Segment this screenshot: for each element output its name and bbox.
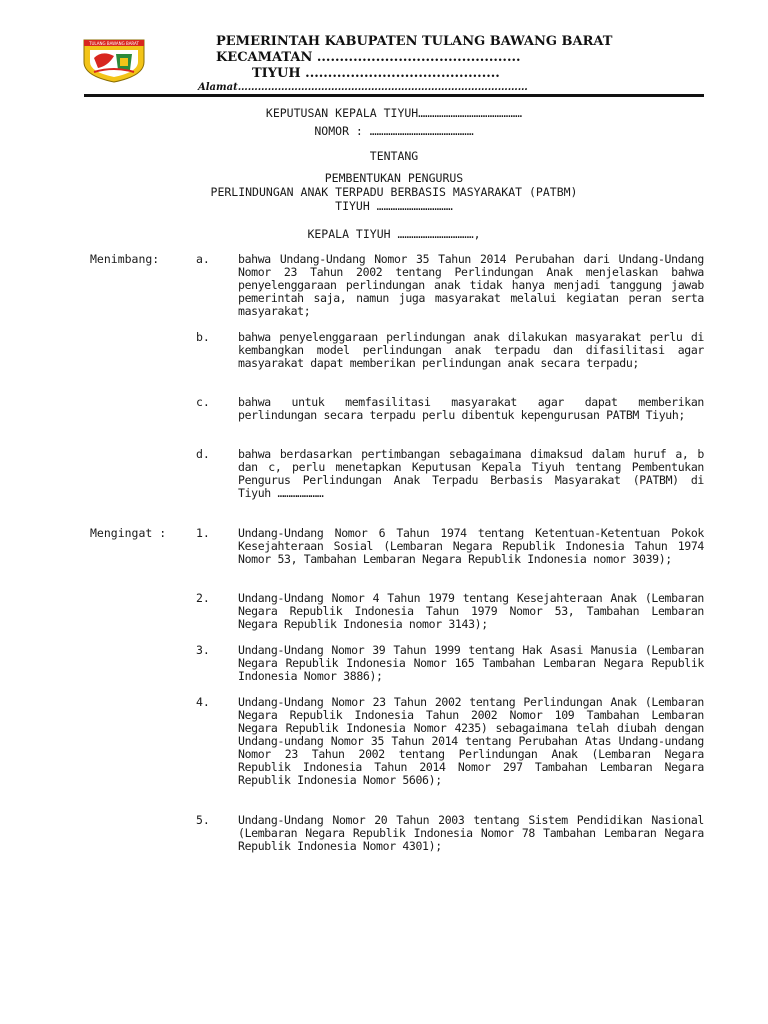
letterhead-district: KECAMATAN ............................................. (216, 50, 521, 65)
decree-subject-line2: PERLINDUNGAN ANAK TERPADU BERBASIS MASYARAKAT (PATBM) (210, 185, 578, 199)
decree-subject-line1: PEMBENTUKAN PENGURUS (324, 171, 464, 185)
clause-text: bahwa Undang-Undang Nomor 35 Tahun 2014 Perubahan dari Undang-Undang Nomor 23 Tahun 2002 tentang Perlindungan Anak menjelaskan bahwa penyelenggaraan perlindungan anak tidak hanya menjadi tanggung jawab pemerintah saja, namun juga masyarakat melalui kegiatan peran serta masyarakat; (238, 252, 704, 318)
letterhead-address: Alamat…………………………………………………………………………… (198, 82, 528, 93)
section-label-menimbang: Menimbang: (90, 252, 160, 266)
letterhead (198, 34, 612, 94)
letterhead-divider (84, 94, 704, 97)
clause-marker: d. (196, 447, 210, 461)
clause-marker: b. (196, 330, 210, 344)
law-marker: 3. (196, 643, 210, 657)
clause-text: bahwa berdasarkan pertimbangan sebagaimana dimaksud dalam huruf a, b dan c, perlu menetapkan Keputusan Kepala Tiyuh tentang Pembentukan Pengurus Perlindungan Anak Terpadu Berbasis Masyarakat (PATBM) di Tiyuh ………………… (238, 447, 704, 500)
clause-text: bahwa untuk memfasilitasi masyarakat agar dapat memberikan perlindungan secara terpadu perlu dibentuk kepengurusan PATBM Tiyuh; (238, 395, 704, 422)
law-text: Undang-Undang Nomor 6 Tahun 1974 tentang Ketentuan-Ketentuan Pokok Kesejahteraan Sosial (Lembaran Negara Republik Indonesia Tahun 1974 Nomor 53, Tambahan Lembaran Negara Republik Indonesia nomor 3039); (238, 526, 704, 566)
clause-marker: c. (196, 395, 210, 409)
clause-text: bahwa penyelenggaraan perlindungan anak dilakukan masyarakat perlu di kembangkan model perlindungan anak terpadu dan difasilitasi agar masyarakat dapat memberikan perlindungan anak secara terpadu; (238, 330, 704, 370)
law-marker: 2. (196, 591, 210, 605)
section-label-mengingat: Mengingat : (90, 526, 167, 540)
law-marker: 1. (196, 526, 210, 540)
decree-about: TENTANG (369, 149, 419, 163)
letterhead-village: TIYUH ........................................... (252, 66, 500, 81)
decree-subject-line3: TIYUH …………………………… (335, 199, 453, 213)
decree-number: NOMOR : ……………………………………… (314, 124, 474, 138)
emblem-banner-text: TULANG BAWANG BARAT (89, 41, 139, 46)
letterhead-government: PEMERINTAH KABUPATEN TULANG BAWANG BARAT (216, 34, 613, 49)
law-text: Undang-Undang Nomor 39 Tahun 1999 tentang Hak Asasi Manusia (Lembaran Negara Republik Indonesia Nomor 165 Tambahan Lembaran Negara Republik Indonesia Nomor 3886); (238, 643, 704, 683)
regency-emblem-icon (80, 36, 148, 84)
decree-head: KEPALA TIYUH ……………………………, (307, 227, 481, 241)
law-marker: 5. (196, 813, 210, 827)
clause-marker: a. (196, 252, 210, 266)
law-marker: 4. (196, 695, 210, 709)
law-text: Undang-Undang Nomor 20 Tahun 2003 tentang Sistem Pendidikan Nasional (Lembaran Negara Republik Indonesia Nomor 78 Tambahan Lembaran Negara Republik Indonesia Nomor 4301); (238, 813, 704, 853)
decree-title: KEPUTUSAN KEPALA TIYUH……………………………………… (265, 106, 523, 120)
law-text: Undang-Undang Nomor 23 Tahun 2002 tentang Perlindungan Anak (Lembaran Negara Republik Indonesia Tahun 2002 Nomor 109 Tambahan Lembaran Negara Republik Indonesia Nomor 4235) sebagaimana telah diubah dengan Undang-undang Nomor 35 Tahun 2014 tentang Perubahan Atas Undang-undang Nomor 23 Tahun 2002 tentang Perlindungan Anak (Lembaran Negara Republik Indonesia Tahun 2014 Nomor 297 Tambahan Lembaran Negara Republik Indonesia Nomor 5606); (238, 695, 704, 787)
law-text: Undang-Undang Nomor 4 Tahun 1979 tentang Kesejahteraan Anak (Lembaran Negara Republik Indonesia Tahun 1979 Nomor 53, Tambahan Lembaran Negara Republik Indonesia nomor 3143); (238, 591, 704, 631)
